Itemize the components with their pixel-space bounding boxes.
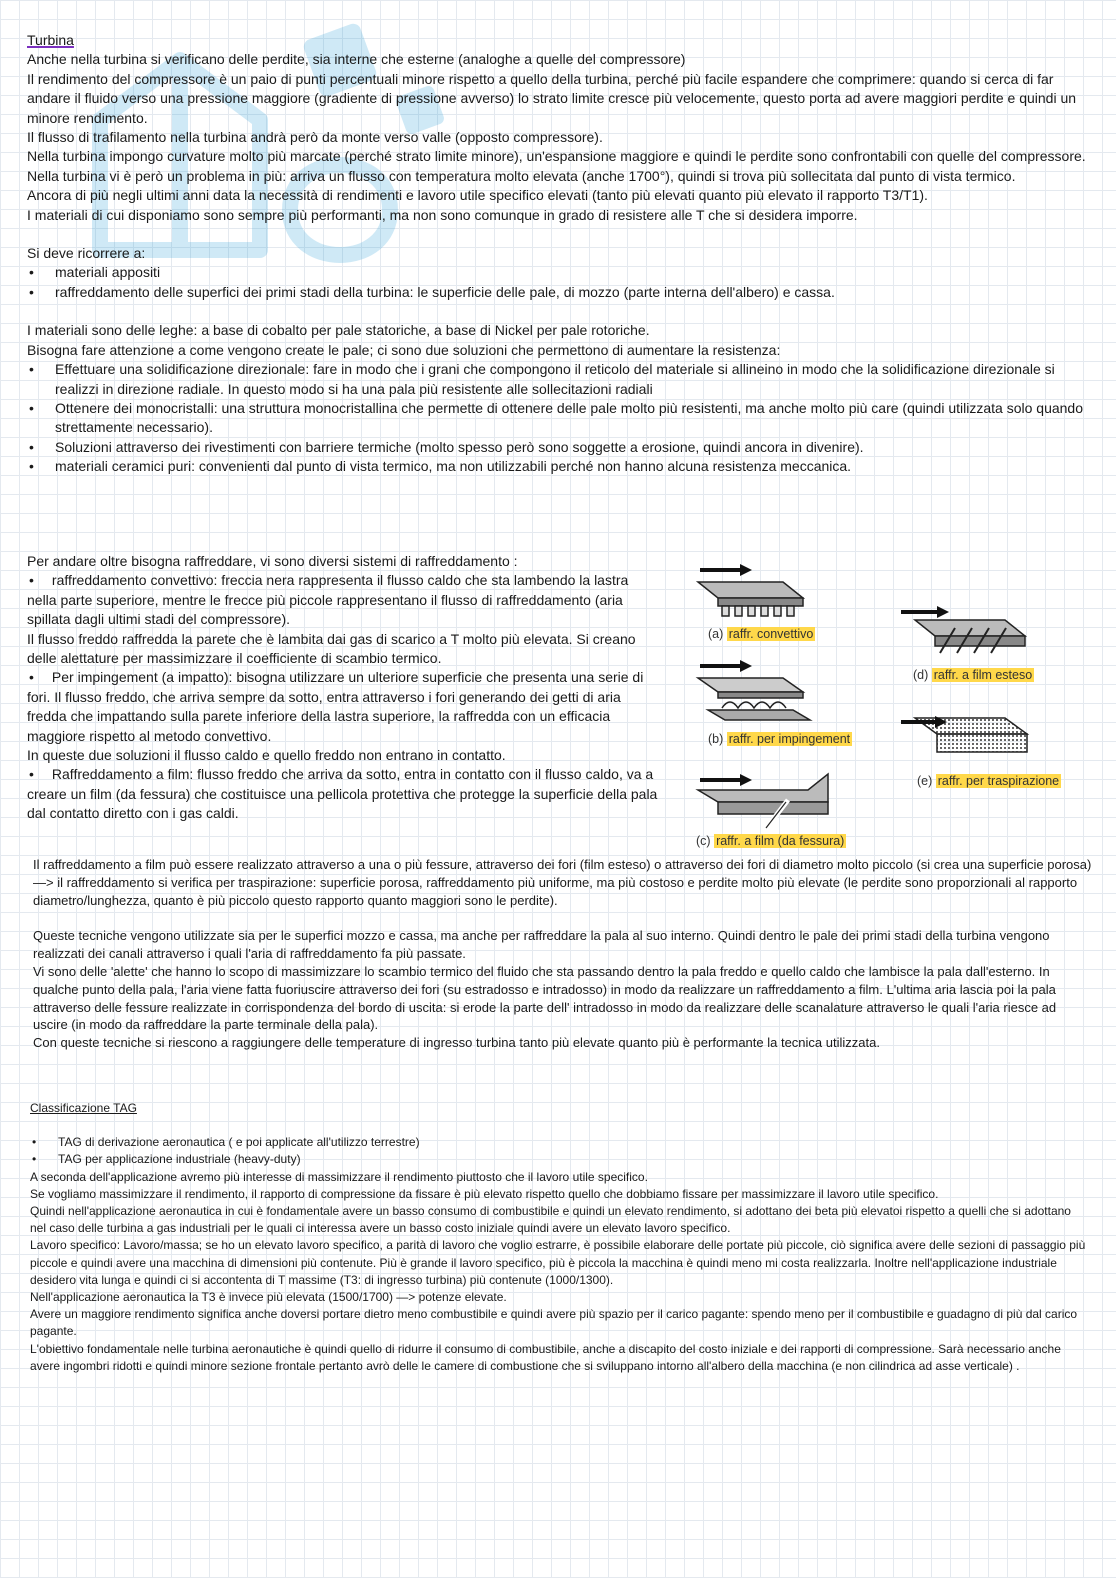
convective-cooling-diagram [688, 560, 808, 622]
paragraph: Il flusso di trafilamento nella turbina andrà però da monte verso valle (opposto compressore). [27, 129, 603, 146]
paragraph: Avere un maggiore rendimento significa anche doversi portare dietro meno combustibile e quindi avere più spazio per il carico pagante: spendo meno per il combustibile e guadagno di più dal carico pagante. [30, 1307, 1078, 1339]
cooling-figure [680, 550, 1100, 855]
list-item: • materiali appositi [27, 263, 1097, 282]
paragraph: Il flusso freddo raffredda la parete che è lambita dai gas di scarico a T molto più elevata. Si creano delle alettature per massimizzare il coefficiente di scambio termico. [27, 630, 636, 667]
list-item: • TAG di derivazione aeronautica ( e poi applicate all'utilizzo terrestre) [30, 1134, 1090, 1151]
paragraph: A seconda dell'applicazione avremo più interesse di massimizzare il rendimento piuttosto che il lavoro utile specifico. [30, 1169, 648, 1184]
paragraph: Il rendimento del compressore è un paio di punti percentuali minore rispetto a quello della turbina, perché più facile espandere che comprimere: quando si cerca di far andare il fluido verso una pressione maggiore (gradiente di pressione avverso) lo strato limite cresce più velocemente, questo porta ad avere maggiori perdite e quindi un minore rendimento. [27, 70, 1077, 126]
paragraph: Si deve ricorrere a: [27, 245, 146, 262]
paragraph: Se vogliamo massimizzare il rendimento, il rapporto di compressione da fissare è più elevato rispetto quello che dobbiamo fissare per massimizzare il lavoro utile specifico. [30, 1186, 939, 1201]
list-item: • materiali ceramici puri: convenienti dal punto di vista termico, ma non utilizzabili perché non hanno alcuna resistenza meccanica. [27, 457, 1097, 476]
figure-label-e: (e) raffr. per traspirazione [917, 774, 1060, 788]
paragraph: Anche nella turbina si verificano delle perdite, sia interne che esterne (analoghe a quelle del compressore) [27, 51, 686, 68]
paragraph: Ancora di più negli ultimi anni data la necessità di rendimenti e lavoro utile specifico elevati (tanto più elevati quanto più elevato il rapporto T3/T1). [27, 187, 928, 204]
paragraph: Il raffreddamento a film può essere realizzato attraverso a una o più fessure, attraverso dei fori (film esteso) o attraverso dei fori di diametro molto piccolo (si crea una superficie porosa) —> il raffreddamento si verifica per traspirazione: superficie porosa, raffreddamento più uniforme, ma più costoso e perdite molto più elevate (le perdite sono proporzionali al rapporto diametro/lunghezza, quanto è più piccolo questo rapporto quanto maggiori sono le perdite). [33, 857, 1092, 908]
section-cooling [27, 552, 659, 824]
paragraph: Lavoro specifico: Lavoro/massa; se ho un elevato lavoro specifico, a parità di lavoro che voglio estrarre, è possibile elaborare delle portate più piccole, ciò significa avere delle sezioni di passaggio più piccole e quindi avere una macchina di dimensioni più contenute. Più è grande il lavoro specifico, più è piccola la macchina è quindi meno mi costa realizzarla. Inoltre nell'applicazione industriale desidero vita lunga e quindi ci si accontenta di T massime (T3: di ingresso turbina) più contenute (1000/1300). [30, 1238, 1086, 1287]
paragraph: I materiali di cui disponiamo sono sempre più performanti, ma non sono comunque in grado di resistere alle T che si desidera imporre. [27, 206, 858, 223]
paragraph: Queste tecniche vengono utilizzate sia per le superfici mozzo e cassa, ma anche per raffreddare la pala al suo interno. Quindi dentro le pale dei primi stadi della turbina vengono realizzati dei canali attraverso i quali l'aria di raffreddamento fa più passate. [33, 928, 1050, 962]
section-turbina [27, 31, 1097, 477]
paragraph: I materiali sono delle leghe: a base di cobalto per pale statoriche, a base di Nickel per pale rotoriche. [27, 322, 650, 339]
transpiration-cooling-diagram [895, 702, 1035, 764]
list-item: • Per impingement (a impatto): bisogna utilizzare un ulteriore superficie che presenta una serie di fori. Il flusso freddo, che arriva sempre da sotto, entra attraverso i fori generando dei getti di aria fredda che impattando sulla parete inferiore della lastra superiore, la raffredda con un efficacia maggiore rispetto al metodo convettivo. [27, 668, 659, 746]
paragraph: Nella turbina vi è però un problema in più: arriva un flusso con temperatura molto elevata (anche 1700°), quindi si trova più sollecitata dal punto di vista termico. [27, 167, 1016, 184]
impingement-cooling-diagram [688, 658, 818, 730]
paragraph: Quindi nell'applicazione aeronautica in cui è fondamentale avere un basso consumo di combustibile e quindi un elevato rendimento, si adottano dei beta più elevatoi rispetto a quelli che si adottano nel caso delle turbina a gas industriali per le quali ci interessa avere un basso costo iniziale quindi avere un elevato lavoro specifico. [30, 1204, 1071, 1236]
figure-label-d: (d) raffr. a film esteso [913, 668, 1033, 682]
paragraph: Vi sono delle 'alette' che hanno lo scopo di massimizzare lo scambio termico del fluido che sta passando dentro la pala freddo e quello caldo che lambisce la pala dall'esterno. In qualche punto della pala, l'aria viene fatta fuoriuscire attraverso dei fori (su estradosso e intradosso) in modo da realizzare un raffreddamento a film. L'ultima aria lascia poi la pala attraverso delle fessure realizzate in corrispondenza del bordo di uscita: si erode la parte dell' intradosso in modo da realizzare delle scanalature attraverso le quali l'aria riesce ad uscire (in modo da raffreddare la parte terminale della pala). [33, 963, 1057, 1033]
list-item: • Ottenere dei monocristalli: una struttura monocristallina che permette di ottenere delle pale molto più resistenti, ma anche molto più care (quindi utilizzata solo quando strettamente necessario). [27, 399, 1097, 438]
section-title: Classificazione TAG [30, 1101, 137, 1115]
list-item: • Soluzioni attraverso dei rivestimenti con barriere termiche (molto spesso però sono soggette a erosione, quindi ancora in divenire). [27, 438, 1097, 457]
paragraph: Per andare oltre bisogna raffreddare, vi sono diversi sistemi di raffreddamento : [27, 553, 518, 569]
paragraph: Con queste tecniche si riescono a raggiungere delle temperature di ingresso turbina tanto più elevate quanto più è performante la tecnica utilizzata. [33, 1035, 880, 1051]
paragraph: In queste due soluzioni il flusso caldo e quello freddo non entrano in contatto. [27, 747, 506, 764]
section-title: Turbina [27, 32, 74, 48]
extended-film-cooling-diagram [895, 598, 1030, 663]
figure-label-a: (a) raffr. convettivo [708, 627, 814, 641]
paragraph: Nell'applicazione aeronautica la T3 è invece più elevata (1500/1700) —> potenze elevate. [30, 1290, 507, 1305]
section-classificazione-tag [30, 1100, 1090, 1375]
list-item: • Raffreddamento a film: flusso freddo che arriva da sotto, entra in contatto con il flusso caldo, va a creare un film (da fessura) che costituisce una pellicola protettiva che protegge la superficie della pala dal contatto diretto con i gas caldi. [27, 765, 659, 823]
list-item: • Effettuare una solidificazione direzionale: fare in modo che i grani che compongono il reticolo del materiale si allineino in modo che la solidificazione direzionale si realizzi in direzione radiale. In questo modo si ha una pala più resistente alle sollecitazioni radiali [27, 360, 1097, 399]
paragraph: Nella turbina impongo curvature molto più marcate (perché strato limite minore), un'espansione maggiore e quindi le perdite sono confrontabili con quelle del compressore. [27, 148, 1086, 165]
paragraph: Bisogna fare attenzione a come vengono create le pale; ci sono due soluzioni che permettono di aumentare la resistenza: [27, 341, 781, 358]
paragraph: L'obiettivo fondamentale nelle turbina aeronautiche è quindi quello di ridurre il consumo di combustibile, anche a discapito del costo iniziale e dei rapporti di compressione. Sarà necessario anche avere ingombri ridotti e quindi minore sezione frontale pertanto avrò delle le camere di combustione che si sviluppano intorno all'albero della macchina (e non cilindrica ad asse verticale) . [30, 1341, 1061, 1373]
list-item: • TAG per applicazione industriale (heavy-duty) [30, 1151, 1090, 1168]
list-item: • raffreddamento delle superfici dei primi stadi della turbina: le superficie delle pale, di mozzo (parte interna dell'albero) e cassa. [27, 283, 1097, 302]
list-item: • raffreddamento convettivo: freccia nera rappresenta il flusso caldo che sta lambendo la lastra nella parte superiore, mentre le frecce più piccole rappresentano il flusso di raffreddamento (aria spillata dagli ultimi stadi del compressore). [27, 571, 659, 629]
figure-label-c: (c) raffr. a film (da fessura) [696, 834, 845, 848]
section-film-cooling [33, 856, 1093, 1052]
figure-label-b: (b) raffr. per impingement [708, 732, 851, 746]
film-slot-cooling-diagram [688, 764, 838, 834]
